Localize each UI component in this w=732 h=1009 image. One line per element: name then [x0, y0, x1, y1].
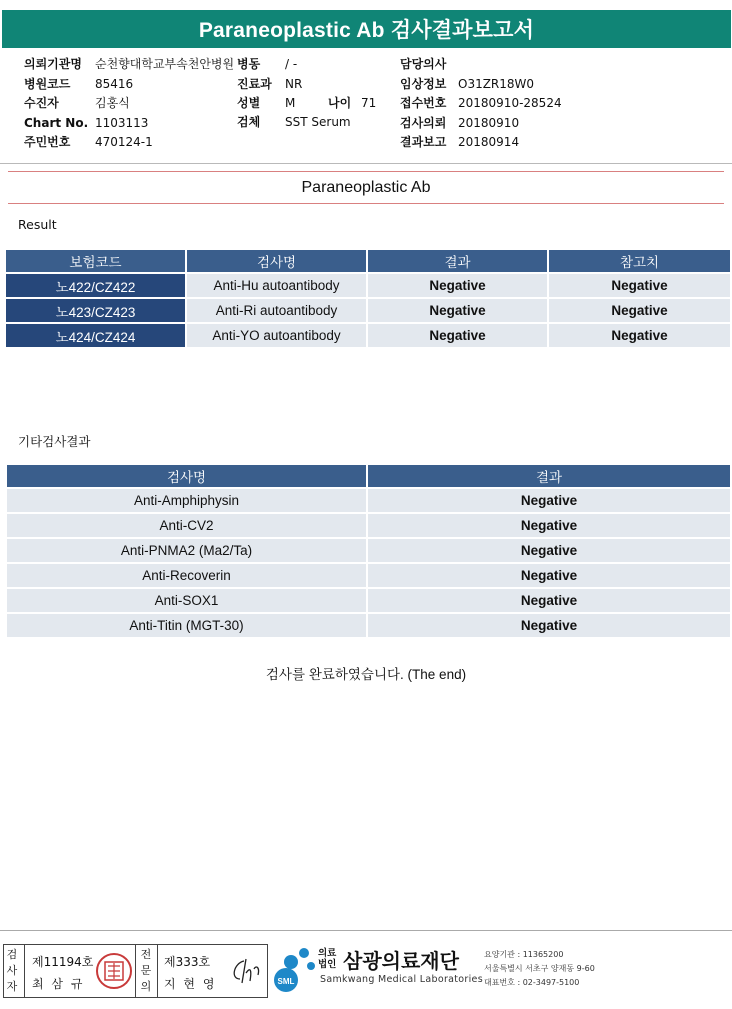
info-column-3 [400, 55, 562, 153]
table-row [7, 539, 730, 564]
test-name-cell: Anti-YO autoantibody [187, 324, 368, 349]
report-date-label: 결과보고 [400, 135, 447, 149]
table-header: 검사명 [7, 465, 368, 489]
receipt-label: 접수번호 [400, 96, 447, 110]
test-name-cell: Anti-CV2 [7, 514, 368, 539]
institution-label: 의뢰기관명 [24, 57, 82, 71]
table-row [7, 489, 730, 514]
hospital-code-label: 병원코드 [24, 76, 71, 91]
table-row [6, 299, 730, 324]
table-header: 결과 [368, 250, 549, 274]
result-cell: Negative [368, 274, 549, 299]
table-header: 결과 [368, 465, 730, 489]
result-cell: Negative [368, 539, 730, 564]
divider [8, 203, 724, 204]
test-name-cell: Anti-Titin (MGT-30) [7, 614, 368, 639]
request-label: 검사의뢰 [400, 115, 447, 130]
info-column-1 [24, 55, 234, 153]
phone: 대표번호 : 02-3497-5100 [484, 978, 580, 987]
inspector-number: 제11194호 [32, 955, 94, 969]
sml-text: SML [277, 977, 295, 986]
address: 서울특별시 서초구 양재동 9-60 [484, 964, 595, 973]
table-row [7, 614, 730, 639]
patient-value: 김홍식 [95, 96, 130, 110]
chart-label: Chart No. [24, 115, 89, 130]
table-row [7, 589, 730, 614]
age-label: 나이 [328, 96, 352, 110]
result-cell: Negative [368, 324, 549, 349]
reference-cell: Negative [549, 299, 730, 324]
specimen-value: SST Serum [285, 115, 351, 129]
result-cell: Negative [368, 614, 730, 639]
result-label: Result [18, 217, 57, 232]
inspector-label: 검사자 [6, 948, 18, 993]
org-english-name: Samkwang Medical Laboratories [320, 974, 483, 985]
inspector-seal-icon [95, 951, 133, 991]
institution-value: 순천향대학교부속천안병원 [95, 57, 235, 71]
table-header: 참고치 [549, 250, 730, 274]
section-title: Paraneoplastic Ab [301, 179, 431, 196]
specialist-name: 지 현 영 [164, 977, 217, 991]
insurance-code-cell: 노422/CZ422 [6, 274, 187, 299]
other-results-table [7, 465, 730, 639]
result-cell: Negative [368, 564, 730, 589]
sex-value: M [285, 96, 296, 110]
clinical-label: 임상정보 [400, 76, 447, 91]
org-contact [484, 948, 595, 990]
test-name-cell: Anti-Recoverin [7, 564, 368, 589]
specimen-row [237, 113, 351, 133]
result-cell: Negative [368, 299, 549, 324]
result-cell: Negative [368, 589, 730, 614]
hospital-code-value: 85416 [95, 76, 134, 91]
end-text: 검사를 완료하였습니다. (The end) [265, 667, 467, 682]
signature-box [3, 944, 268, 998]
table-row [7, 514, 730, 539]
sex-label: 성별 [237, 96, 261, 110]
table-row [6, 274, 730, 299]
care-code: 요양기관 : 11365200 [484, 950, 564, 959]
divider [8, 171, 724, 172]
chart-value: 1103113 [95, 115, 149, 130]
reference-cell: Negative [549, 274, 730, 299]
specialist-number: 제333호 [164, 955, 211, 969]
table-header: 보험코드 [6, 250, 187, 274]
department-value: NR [285, 76, 303, 91]
logo-prefix-2: 법인 [318, 959, 337, 970]
specimen-label: 검체 [237, 115, 261, 129]
logo-prefix-1: 의료 [318, 948, 337, 959]
receipt-value: 20180910-28524 [458, 96, 562, 110]
insurance-code-cell: 노424/CZ424 [6, 324, 187, 349]
other-results-label: 기타검사결과 [18, 434, 91, 449]
report-date-value: 20180914 [458, 135, 520, 149]
report-title: Paraneoplastic Ab 검사결과보고서 [2, 10, 731, 48]
insurance-code-cell: 노423/CZ423 [6, 299, 187, 324]
clinical-value: O31ZR18W0 [458, 76, 535, 91]
table-row [7, 564, 730, 589]
test-name-cell: Anti-Amphiphysin [7, 489, 368, 514]
doctor-label: 담당의사 [400, 57, 447, 71]
test-name-cell: Anti-Ri autoantibody [187, 299, 368, 324]
footer-divider [0, 930, 732, 931]
result-cell: Negative [368, 514, 730, 539]
test-name-cell: Anti-PNMA2 (Ma2/Ta) [7, 539, 368, 564]
ward-label: 병동 [237, 57, 261, 71]
request-value: 20180910 [458, 115, 520, 130]
org-name: 삼광의료재단 [343, 949, 459, 973]
id-label: 주민번호 [24, 135, 71, 149]
logo-prefix [318, 948, 336, 970]
ward-value: / - [285, 57, 298, 71]
reference-cell: Negative [549, 324, 730, 349]
department-label: 진료과 [237, 76, 272, 91]
sml-logo-icon [271, 946, 317, 996]
patient-label: 수진자 [24, 96, 59, 110]
test-name-cell: Anti-SOX1 [7, 589, 368, 614]
result-table [6, 250, 730, 349]
table-row [6, 324, 730, 349]
id-value: 470124-1 [95, 135, 153, 149]
table-header: 검사명 [187, 250, 368, 274]
result-cell: Negative [368, 489, 730, 514]
age-value: 71 [361, 96, 377, 110]
signature-icon [226, 955, 264, 987]
inspector-name: 최 삼 규 [32, 977, 85, 991]
divider [0, 163, 732, 164]
test-name-cell: Anti-Hu autoantibody [187, 274, 368, 299]
specialist-label: 전문의 [140, 948, 152, 993]
